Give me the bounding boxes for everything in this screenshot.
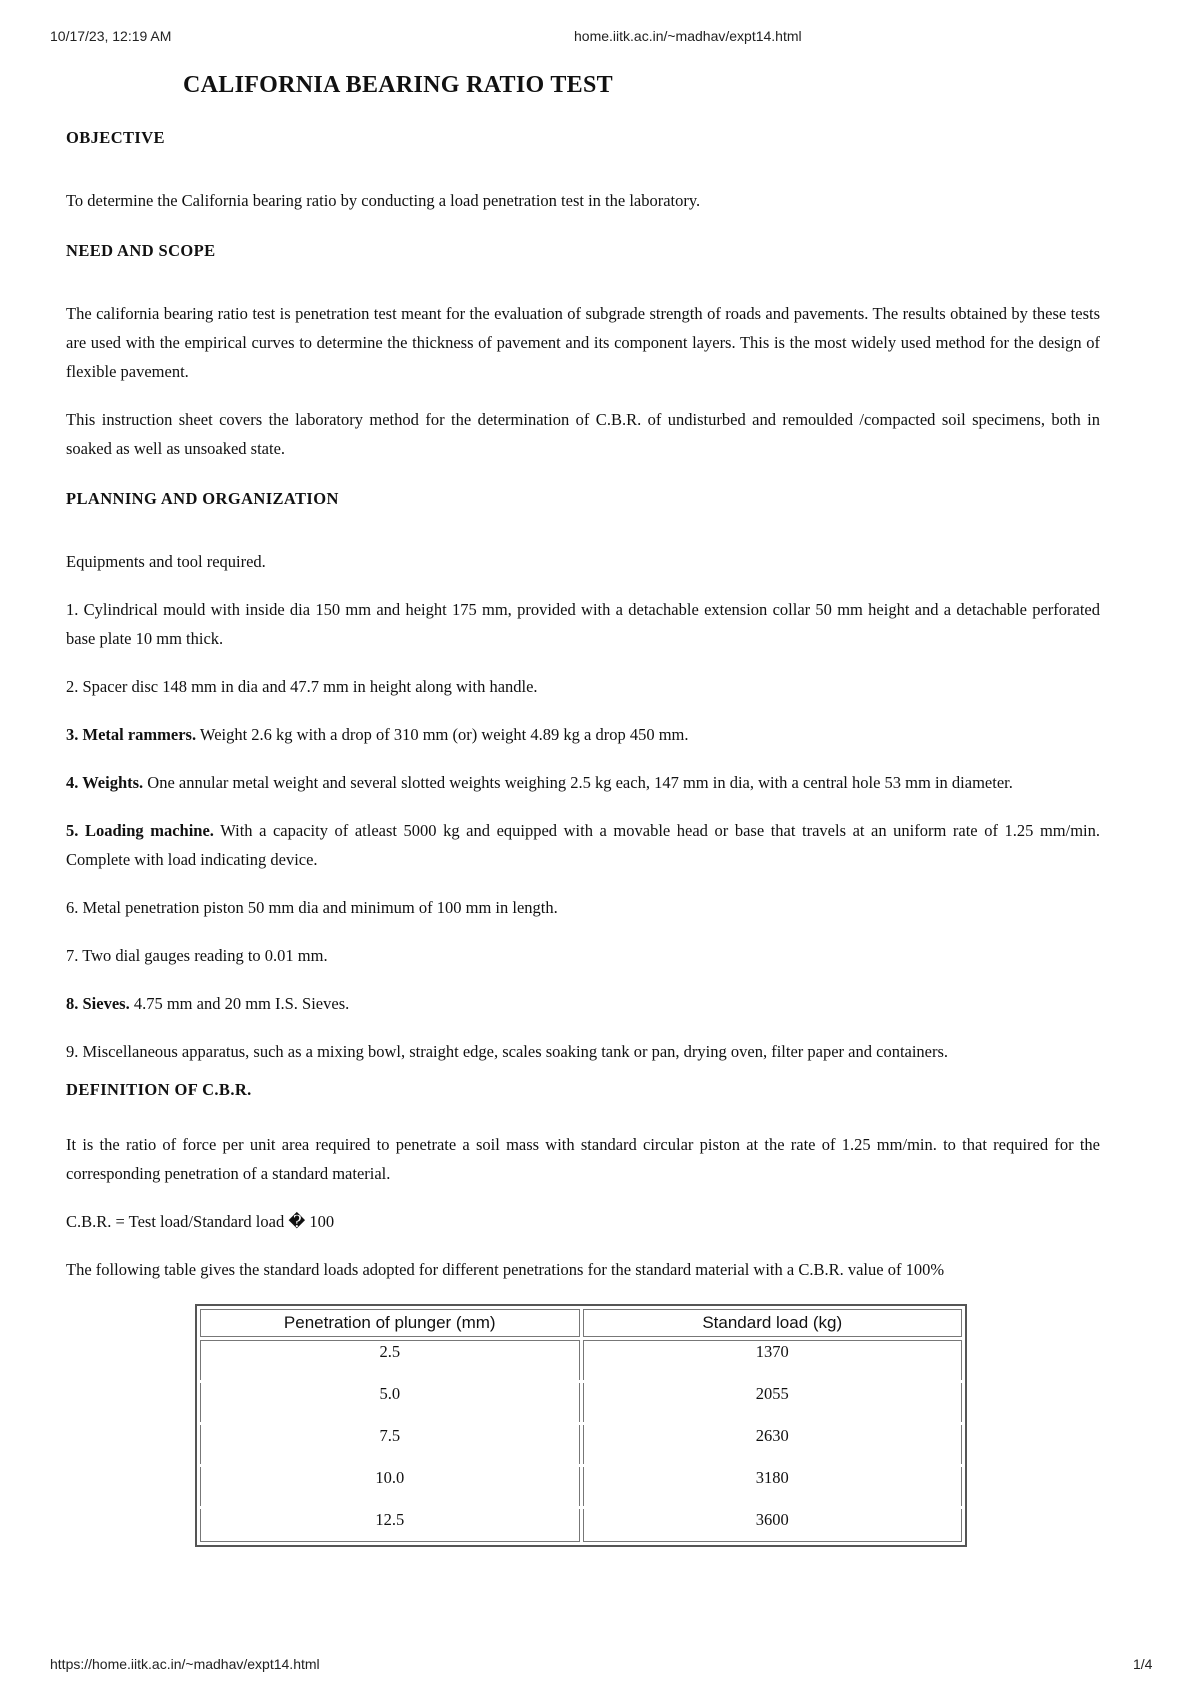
page-number: 1/4 [1133,1656,1153,1672]
table-intro: The following table gives the standard loads adopted for different penetrations for the standard material with a C.B.R. value of 100% [66,1260,945,1279]
cbr-formula: C.B.R. = Test load/Standard load � 100 [66,1212,335,1231]
table-cell: 12.5 [200,1509,580,1542]
need-scope-paragraph-2: This instruction sheet covers the laboratory method for the determination of C.B.R. of undisturbed and remoulded /compacted soil specimens, both in soaked as well as unsoaked state. [66,410,1100,458]
definition-paragraph: It is the ratio of force per unit area required to penetrate a soil mass with standard circular piston at the rate of 1.25 mm/min. to that required for the corresponding penetration of a standard material. [66,1135,1100,1183]
equipment-item: 2. Spacer disc 148 mm in dia and 47.7 mm in height along with handle. [66,677,538,696]
table-cell: 1370 [583,1340,963,1380]
table-cell: 10.0 [200,1467,580,1506]
equipment-item: 8. Sieves. 4.75 mm and 20 mm I.S. Sieves. [66,994,350,1013]
table-cell: 2630 [583,1425,963,1464]
table-cell: 3600 [583,1509,963,1542]
table-cell: 5.0 [200,1383,580,1422]
document-body [66,128,1100,1547]
page-title: CALIFORNIA BEARING RATIO TEST [183,72,613,98]
equipment-item: 1. Cylindrical mould with inside dia 150 mm and height 175 mm, provided with a detachable extension collar 50 mm height and a detachable perforated base plate 10 mm thick. [66,600,1100,648]
equipment-item: 5. Loading machine. With a capacity of atleast 5000 kg and equipped with a movable head or base that travels at an uniform rate of 1.25 mm/min. Complete with load indicating device. [66,821,1101,869]
column-header: Standard load (kg) [583,1309,963,1337]
equipment-item: 6. Metal penetration piston 50 mm dia and minimum of 100 mm in length. [66,898,558,917]
table-row [200,1425,962,1464]
definition-heading: DEFINITION OF C.B.R. [66,1080,252,1099]
table-row [200,1509,962,1542]
equipment-item: 9. Miscellaneous apparatus, such as a mixing bowl, straight edge, scales soaking tank or pan, drying oven, filter paper and containers. [66,1042,949,1061]
planning-heading: PLANNING AND ORGANIZATION [66,489,339,508]
print-header-url: home.iitk.ac.in/~madhav/expt14.html [574,28,802,44]
table-cell: 2.5 [200,1340,580,1380]
table-row [200,1340,962,1380]
need-scope-paragraph-1: The california bearing ratio test is penetration test meant for the evaluation of subgrade strength of roads and pavements. The results obtained by these tests are used with the empirical curves to determine the thickness of pavement and its component layers. This is the most widely used method for the design of flexible pavement. [66,304,1100,381]
column-header: Penetration of plunger (mm) [200,1309,580,1337]
table-cell: 2055 [583,1383,963,1422]
table-cell: 7.5 [200,1425,580,1464]
equipment-item: 3. Metal rammers. Weight 2.6 kg with a drop of 310 mm (or) weight 4.89 kg a drop 450 mm. [66,725,689,744]
equipment-intro: Equipments and tool required. [66,552,266,571]
print-datetime: 10/17/23, 12:19 AM [50,28,172,44]
print-footer-url: https://home.iitk.ac.in/~madhav/expt14.html [50,1656,320,1672]
table-row [200,1467,962,1506]
equipment-item: 7. Two dial gauges reading to 0.01 mm. [66,946,328,965]
objective-heading: OBJECTIVE [66,128,165,147]
need-scope-heading: NEED AND SCOPE [66,241,216,260]
standard-load-table [195,1304,967,1547]
objective-text: To determine the California bearing ratio by conducting a load penetration test in the laboratory. [66,191,701,210]
table-cell: 3180 [583,1467,963,1506]
equipment-item: 4. Weights. One annular metal weight and several slotted weights weighing 2.5 kg each, 147 mm in dia, with a central hole 53 mm in diameter. [66,773,1013,792]
table-row [200,1383,962,1422]
